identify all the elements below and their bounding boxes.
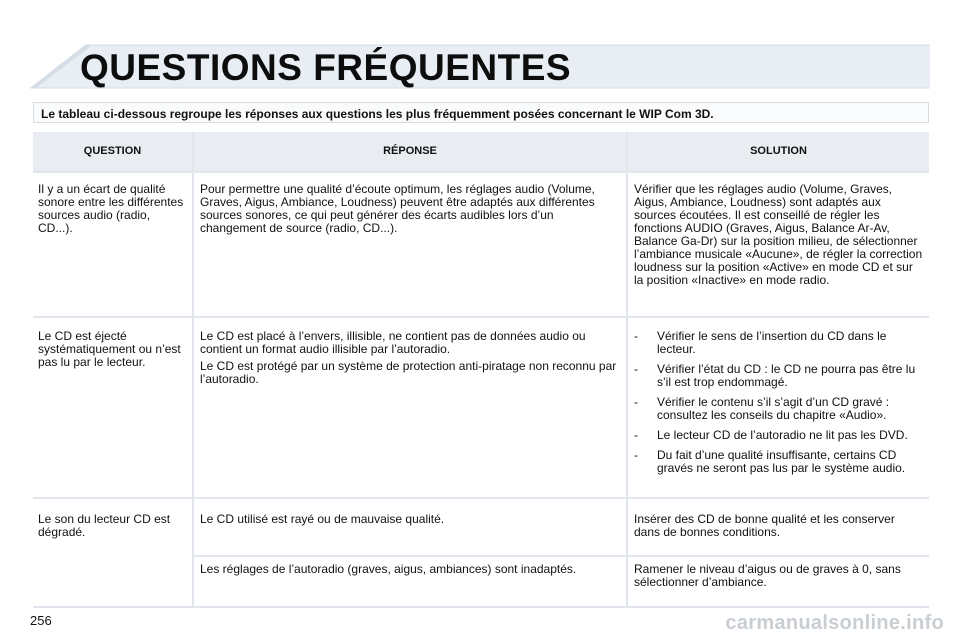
solution-cell (634, 330, 926, 482)
list-item: - Vérifier le contenu s’il s’agit d’un CD gravé : consultez les conseils du chapitre «Audio». (634, 395, 890, 422)
column-header-question: QUESTION (83, 145, 142, 157)
solution-cell: Ramener le niveau d’aigus ou de graves à 0, sans sélectionner d’ambiance. (634, 562, 901, 589)
page-number: 256 (30, 613, 52, 628)
list-item: - Vérifier l’état du CD : le CD ne pourra pas être lu s’il est trop endommagé. (634, 362, 916, 389)
reponse-cell: Pour permettre une qualité d’écoute optimum, les réglages audio (Volume, Graves, Aigus, Ambiance, Loudness) peuvent être adaptés aux différentes sources sonores, ce qui peut générer des écarts audibles lors d’un changement de source (radio, CD...). (200, 182, 595, 235)
row-divider (33, 316, 929, 318)
solution-bullet-list (634, 330, 926, 475)
watermark: carmanualsonline.info (725, 612, 944, 634)
solution-cell: Vérifier que les réglages audio (Volume, Graves, Aigus, Ambiance, Loudness) sont adaptés aux sources écoutées. Il est conseillé de régler les fonctions AUDIO (Graves, Aigus, Balance Ar-Av, Balance Ga-Dr) sur la position milieu, de sélectionner l’ambiance musicale «Aucune», de régler la correction loudness sur la position «Active» en mode CD et sur la position «Inactive» en mode radio. (634, 182, 923, 287)
column-header-reponse: RÉPONSE (383, 145, 437, 157)
question-cell: Le son du lecteur CD est dégradé. (38, 512, 171, 539)
row-divider (33, 497, 929, 499)
faq-table (33, 132, 929, 608)
reponse-paragraph: Le CD est placé à l’envers, illisible, ne contient pas de données audio ou contient un format audio illisible par l’autoradio. (200, 329, 586, 356)
reponse-cell: Les réglages de l’autoradio (graves, aigus, ambiances) sont inadaptés. (200, 562, 577, 576)
intro-text: Le tableau ci-dessous regroupe les réponses aux questions les plus fréquemment posées concernant le WIP Com 3D. (33, 102, 929, 123)
question-cell: Le CD est éjecté systématiquement ou n’est pas lu par le lecteur. (38, 329, 181, 369)
column-header-solution: SOLUTION (750, 145, 807, 157)
row-divider (194, 555, 929, 557)
list-item: - Du fait d’une qualité insuffisante, certains CD gravés ne seront pas lus par le système audio. (634, 448, 906, 475)
page-title: QUESTIONS FRÉQUENTES (80, 47, 572, 88)
column-divider (192, 132, 194, 608)
reponse-paragraph: Le CD est protégé par un système de protection anti-piratage non reconnu par l’autoradio. (200, 359, 617, 386)
row-divider (33, 606, 929, 608)
question-cell: Il y a un écart de qualité sonore entre les différentes sources audio (radio, CD...). (38, 182, 184, 235)
list-item: - Vérifier le sens de l’insertion du CD dans le lecteur. (634, 329, 887, 356)
reponse-cell (200, 330, 620, 390)
list-item: - Le lecteur CD de l’autoradio ne lit pas les DVD. (634, 428, 908, 442)
solution-cell: Insérer des CD de bonne qualité et les conserver dans de bonnes conditions. (634, 512, 895, 539)
column-divider (626, 132, 628, 608)
row-divider (33, 171, 929, 173)
reponse-cell: Le CD utilisé est rayé ou de mauvaise qualité. (200, 512, 445, 526)
